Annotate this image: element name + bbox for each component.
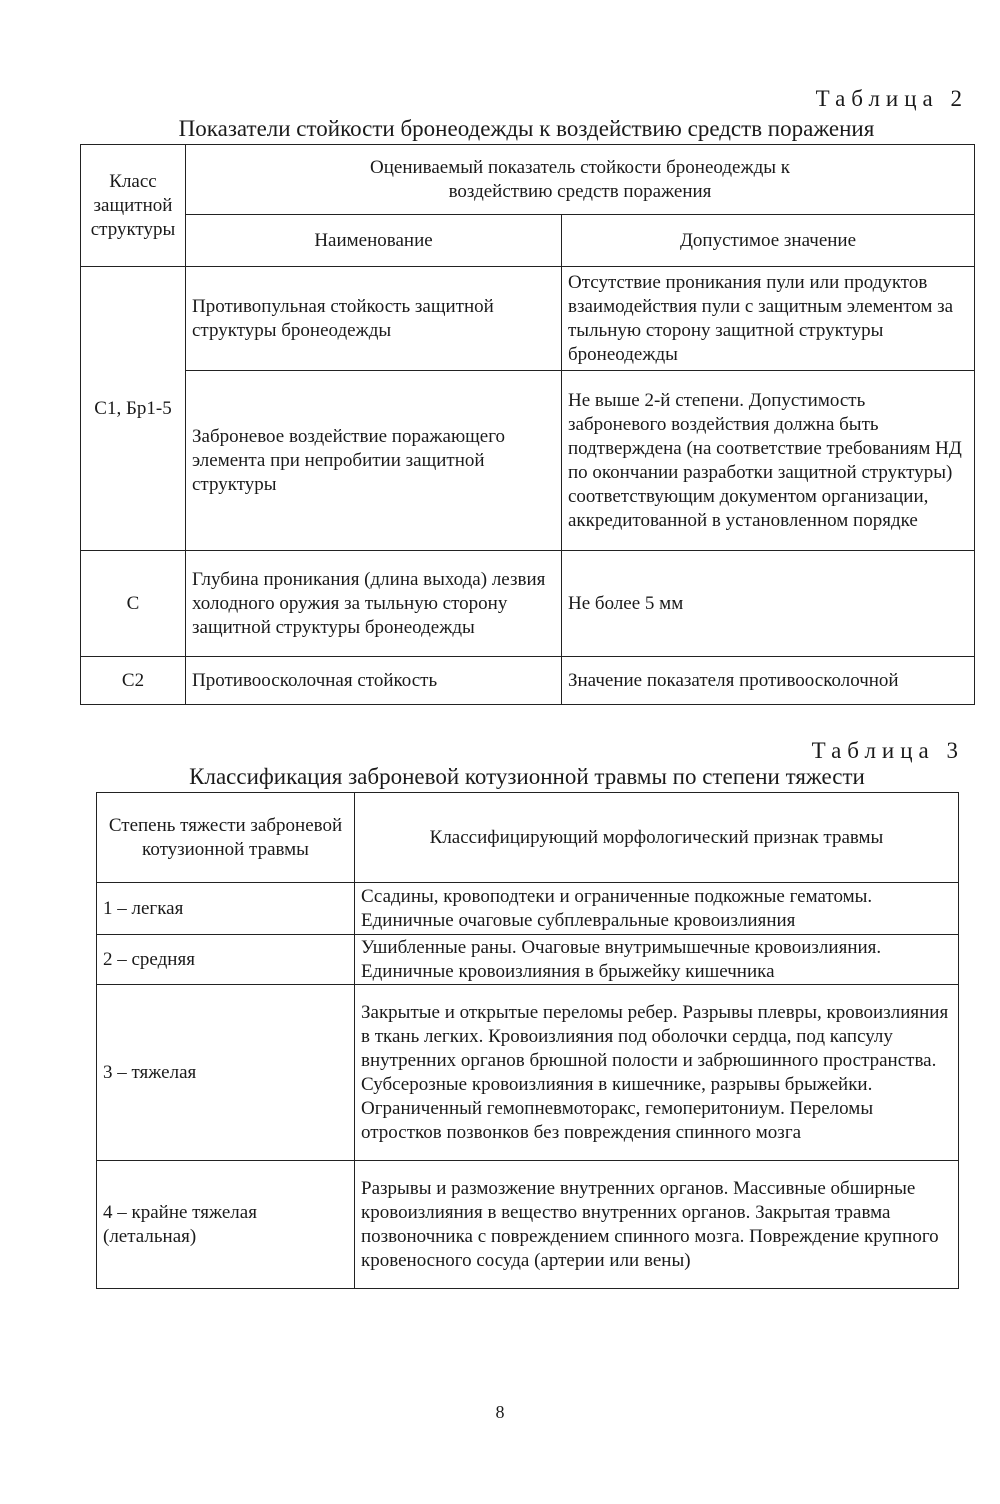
table2-header-class: Класс защитной структуры: [81, 145, 186, 267]
table2-header-indicator: Оцениваемый показатель стойкости бронеодежды к воздействию средств поражения: [186, 145, 975, 215]
table3-sign-cell: Закрытые и открытые переломы ребер. Разрывы плевры, кровоизлияния в ткань легких. Кровоизлияния под оболочки сердца, под капсулу внутренних органов брюшной полости и забрюшинного пространства. Субсерозные кровоизлияния в кишечнике, разрывы брыжейки. Ограниченный гемопневмоторакс, гемоперитониум. Переломы отростков позвонков без повреждения спинного мозга: [355, 985, 959, 1161]
table3-label: Таблица 3: [811, 738, 964, 763]
table-row: [81, 657, 975, 705]
table3: [96, 792, 959, 1289]
table-row: [81, 371, 975, 551]
table3-degree-cell: 2 – средняя: [97, 935, 355, 985]
table2-class-cell: С: [81, 551, 186, 657]
table-row: [81, 551, 975, 657]
table2-label: Таблица 2: [815, 86, 968, 111]
table3-title: Классификация заброневой котузионной травмы по степени тяжести: [189, 764, 865, 789]
table-row: [97, 883, 959, 935]
table-row: [97, 985, 959, 1161]
table2-value-cell: Отсутствие проникания пули или продуктов взаимодействия пули с защитным элементом за тыльную сторону защитной структуры бронеодежды: [562, 267, 975, 371]
table3-degree-cell: 3 – тяжелая: [97, 985, 355, 1161]
table3-sign-cell: Ссадины, кровоподтеки и ограниченные подкожные гематомы. Единичные очаговые субплевральные кровоизлияния: [355, 883, 959, 935]
table-row: [97, 935, 959, 985]
table2-header-name: Наименование: [186, 215, 562, 267]
table2-name-cell: Противоосколочная стойкость: [186, 657, 562, 705]
table3-degree-cell: 4 – крайне тяжелая (летальная): [97, 1161, 355, 1289]
page-number: 8: [495, 1402, 505, 1422]
table-row: [97, 1161, 959, 1289]
table3-sign-cell: Разрывы и размозжение внутренних органов. Массивные обширные кровоизлияния в вещество внутренних органов. Закрытая травма позвоночника с повреждением спинного мозга. Повреждение крупного кровеносного сосуда (артерии или вены): [355, 1161, 959, 1289]
table2-value-cell: Не более 5 мм: [562, 551, 975, 657]
table2-class-cell: С2: [81, 657, 186, 705]
table2-value-cell: Не выше 2-й степени. Допустимость заброневого воздействия должна быть подтверждена (на соответствие требованиям НД по окончании разработки защитной структуры) соответствующим документом организации, аккредитованной в установленном порядке: [562, 371, 975, 551]
table2-name-cell: Глубина проникания (длина выхода) лезвия холодного оружия за тыльную сторону защитной структуры бронеодежды: [186, 551, 562, 657]
table2-name-cell: Противопульная стойкость защитной структуры бронеодежды: [186, 267, 562, 371]
table3-header-sign: Классифицирующий морфологический признак травмы: [355, 793, 959, 883]
table2-class-cell: С1, Бр1-5: [81, 267, 186, 551]
table2-title: Показатели стойкости бронеодежды к воздействию средств поражения: [178, 116, 875, 141]
table3-degree-cell: 1 – легкая: [97, 883, 355, 935]
table3-sign-cell: Ушибленные раны. Очаговые внутримышечные кровоизлияния. Единичные кровоизлияния в брыжейку кишечника: [355, 935, 959, 985]
table2-value-cell: Значение показателя противоосколочной: [562, 657, 975, 705]
table-row: [81, 267, 975, 371]
table2: [80, 144, 975, 705]
table3-header-degree: Степень тяжести заброневой котузионной травмы: [97, 793, 355, 883]
table2-header-value: Допустимое значение: [562, 215, 975, 267]
table2-name-cell: Заброневое воздействие поражающего элемента при непробитии защитной структуры: [186, 371, 562, 551]
